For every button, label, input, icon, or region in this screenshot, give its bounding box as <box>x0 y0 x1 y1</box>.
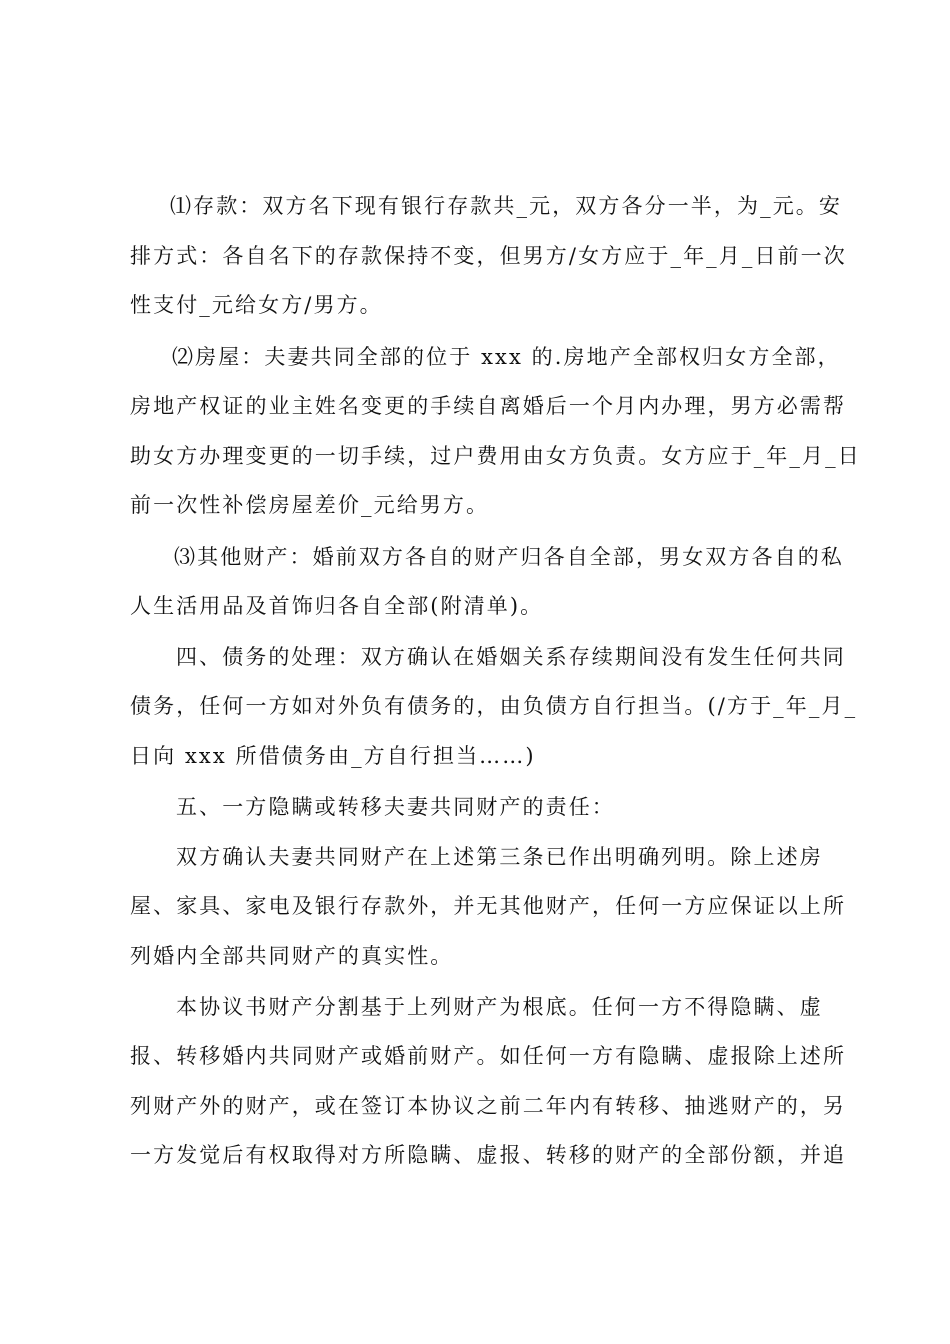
text-line: 人生活用品及首饰归各自全部(附清单)。 <box>130 594 544 618</box>
section-heading: 五、一方隐瞒或转移夫妻共同财产的责任： <box>176 795 615 819</box>
text-line: ⑵房屋：夫妻共同全部的位于 xxx 的.房地产全部权归女方全部， <box>172 345 841 369</box>
text-line: 报、转移婚内共同财产或婚前财产。如任何一方有隐瞒、虚报除上述所 <box>130 1044 847 1068</box>
text-line: 四、债务的处理：双方确认在婚姻关系存续期间没有发生任何共同 <box>176 645 846 669</box>
text-line: 屋、家具、家电及银行存款外，并无其他财产，任何一方应保证以上所 <box>130 894 847 918</box>
text-line: 前一次性补偿房屋差价_元给男方。 <box>130 493 490 517</box>
text-line: 排方式：各自名下的存款保持不变，但男方/女方应于_年_月_日前一次 <box>130 244 847 268</box>
text-line: 性支付_元给女方/男方。 <box>130 293 383 317</box>
text-line: 双方确认夫妻共同财产在上述第三条已作出明确列明。除上述房 <box>176 845 823 869</box>
text-line: ⑴存款：双方名下现有银行存款共_元，双方各分一半，为_元。安 <box>170 194 842 218</box>
text-line: 助女方办理变更的一切手续，过户费用由女方负责。女方应于_年_月_日 <box>130 444 861 468</box>
text-line: 一方发觉后有权取得对方所隐瞒、虚报、转移的财产的全部份额，并追 <box>130 1143 847 1167</box>
text-line: 本协议书财产分割基于上列财产为根底。任何一方不得隐瞒、虚 <box>176 995 823 1019</box>
text-line: 房地产权证的业主姓名变更的手续自离婚后一个月内办理，男方必需帮 <box>130 394 847 418</box>
text-line: 列财产外的财产，或在签订本协议之前二年内有转移、抽逃财产的，另 <box>130 1094 847 1118</box>
text-line: 日向 xxx 所借债务由_方自行担当……) <box>130 744 536 768</box>
text-line: 债务，任何一方如对外负有债务的，由负债方自行担当。(/方于_年_月_ <box>130 694 858 718</box>
text-line: ⑶其他财产：婚前双方各自的财产归各自全部，男女双方各自的私 <box>174 545 844 569</box>
text-line: 列婚内全部共同财产的真实性。 <box>130 944 454 968</box>
